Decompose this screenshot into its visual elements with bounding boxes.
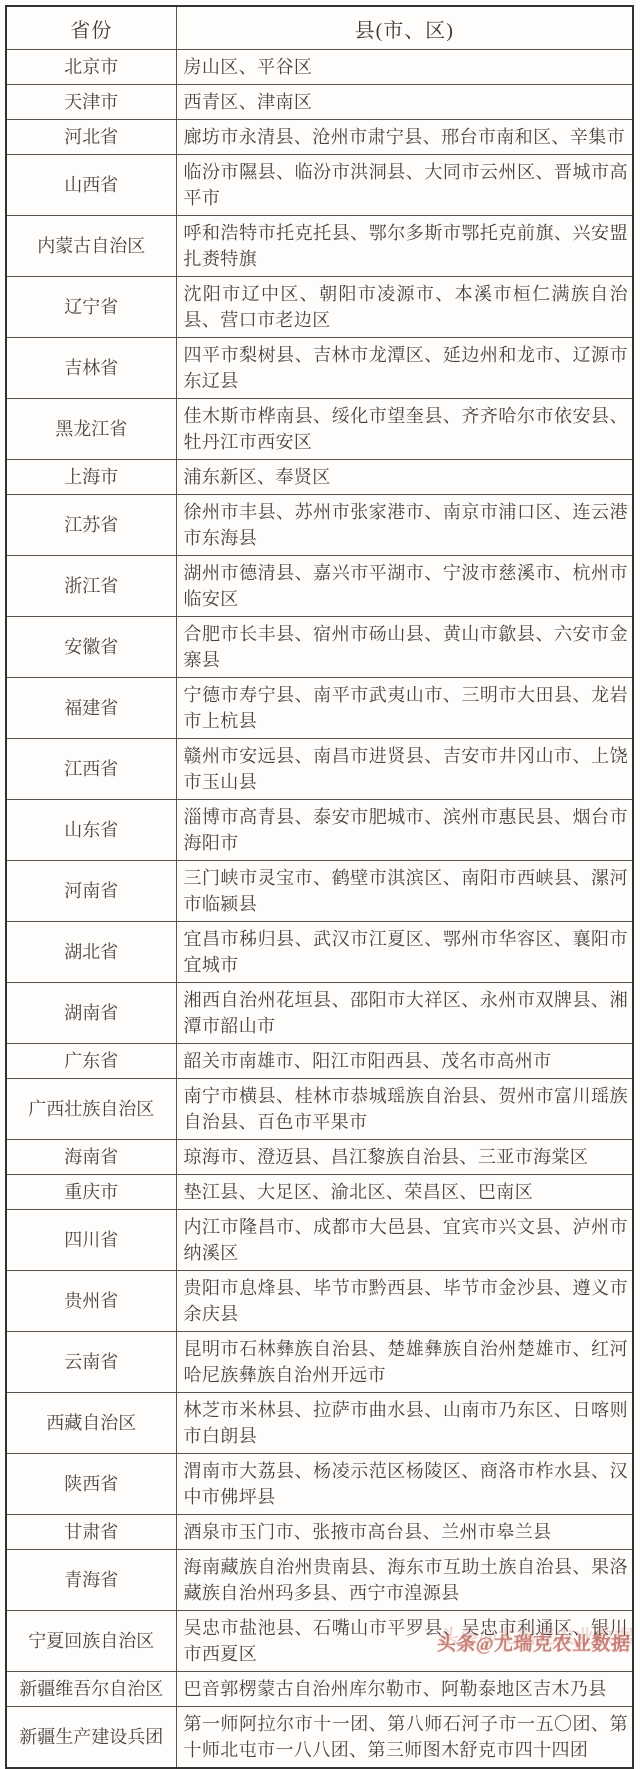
province-cell: 吉林省	[6, 338, 176, 399]
province-cell: 河北省	[6, 120, 176, 155]
province-cell: 江苏省	[6, 495, 176, 556]
counties-cell: 贵阳市息烽县、毕节市黔西县、毕节市金沙县、遵义市余庆县	[176, 1271, 633, 1332]
province-cell: 福建省	[6, 678, 176, 739]
table-row	[6, 1175, 633, 1210]
table-body	[6, 50, 633, 1769]
table-row	[6, 85, 633, 120]
counties-cell: 韶关市南雄市、阳江市阳西县、茂名市高州市	[176, 1044, 633, 1079]
table-row	[6, 1707, 633, 1769]
counties-cell: 沈阳市辽中区、朝阳市凌源市、本溪市桓仁满族自治县、营口市老边区	[176, 277, 633, 338]
table-row	[6, 1393, 633, 1454]
province-cell: 贵州省	[6, 1271, 176, 1332]
table-row	[6, 120, 633, 155]
table-header-row	[6, 6, 633, 50]
counties-cell: 佳木斯市桦南县、绥化市望奎县、齐齐哈尔市依安县、牡丹江市西安区	[176, 399, 633, 460]
watermark-text: 头条@尤瑞克农业数据	[437, 1634, 632, 1655]
province-cell: 江西省	[6, 739, 176, 800]
counties-cell: 淄博市高青县、泰安市肥城市、滨州市惠民县、烟台市海阳市	[176, 800, 633, 861]
table-row	[6, 739, 633, 800]
table-row	[6, 1454, 633, 1515]
counties-cell: 呼和浩特市托克托县、鄂尔多斯市鄂托克前旗、兴安盟扎赉特旗	[176, 216, 633, 277]
province-cell: 北京市	[6, 50, 176, 85]
table-row	[6, 556, 633, 617]
province-cell: 辽宁省	[6, 277, 176, 338]
province-cell: 广东省	[6, 1044, 176, 1079]
table-row	[6, 1140, 633, 1175]
province-cell: 四川省	[6, 1210, 176, 1271]
counties-cell: 南宁市横县、桂林市恭城瑶族自治县、贺州市富川瑶族自治县、百色市平果市	[176, 1079, 633, 1140]
counties-cell: 徐州市丰县、苏州市张家港市、南京市浦口区、连云港市东海县	[176, 495, 633, 556]
province-cell: 新疆维吾尔自治区	[6, 1672, 176, 1707]
table-row	[6, 800, 633, 861]
counties-cell: 三门峡市灵宝市、鹤壁市淇滨区、南阳市西峡县、漯河市临颍县	[176, 861, 633, 922]
table-row	[6, 678, 633, 739]
counties-cell: 昆明市石林彝族自治县、楚雄彝族自治州楚雄市、红河哈尼族彝族自治州开远市	[176, 1332, 633, 1393]
table-row	[6, 155, 633, 216]
counties-cell: 宜昌市秭归县、武汉市江夏区、鄂州市华容区、襄阳市宜城市	[176, 922, 633, 983]
table-row	[6, 399, 633, 460]
counties-cell: 巴音郭楞蒙古自治州库尔勒市、阿勒泰地区吉木乃县	[176, 1672, 633, 1707]
province-cell: 黑龙江省	[6, 399, 176, 460]
table-row	[6, 460, 633, 495]
province-cell: 云南省	[6, 1332, 176, 1393]
table-row	[6, 1550, 633, 1611]
counties-cell: 西青区、津南区	[176, 85, 633, 120]
table-row	[6, 1672, 633, 1707]
counties-cell: 林芝市米林县、拉萨市曲水县、山南市乃东区、日喀则市白朗县	[176, 1393, 633, 1454]
province-cell: 陕西省	[6, 1454, 176, 1515]
table-row	[6, 617, 633, 678]
counties-cell: 海南藏族自治州贵南县、海东市互助土族自治县、果洛藏族自治州玛多县、西宁市湟源县	[176, 1550, 633, 1611]
table-row	[6, 1079, 633, 1140]
counties-cell: 垫江县、大足区、渝北区、荣昌区、巴南区	[176, 1175, 633, 1210]
table-row	[6, 1210, 633, 1271]
table-row	[6, 495, 633, 556]
province-cell: 西藏自治区	[6, 1393, 176, 1454]
table-row	[6, 1611, 633, 1672]
province-cell: 广西壮族自治区	[6, 1079, 176, 1140]
counties-cell: 廊坊市永清县、沧州市肃宁县、邢台市南和区、辛集市	[176, 120, 633, 155]
province-cell: 湖北省	[6, 922, 176, 983]
counties-cell: 渭南市大荔县、杨凌示范区杨陵区、商洛市柞水县、汉中市佛坪县	[176, 1454, 633, 1515]
counties-cell: 合肥市长丰县、宿州市砀山县、黄山市歙县、六安市金寨县	[176, 617, 633, 678]
table-row	[6, 861, 633, 922]
table-row	[6, 277, 633, 338]
province-cell: 河南省	[6, 861, 176, 922]
province-cell: 天津市	[6, 85, 176, 120]
table-row	[6, 338, 633, 399]
counties-cell: 酒泉市玉门市、张掖市高台县、兰州市皋兰县	[176, 1515, 633, 1550]
table-row	[6, 922, 633, 983]
header-county: 县(市、区)	[176, 6, 633, 50]
counties-cell: 房山区、平谷区	[176, 50, 633, 85]
counties-cell: 湖州市德清县、嘉兴市平湖市、宁波市慈溪市、杭州市临安区	[176, 556, 633, 617]
province-cell: 安徽省	[6, 617, 176, 678]
counties-cell: 琼海市、澄迈县、昌江黎族自治县、三亚市海棠区	[176, 1140, 633, 1175]
table-row	[6, 1271, 633, 1332]
province-cell: 山西省	[6, 155, 176, 216]
counties-cell: 临汾市隰县、临汾市洪洞县、大同市云州区、晋城市高平市	[176, 155, 633, 216]
table-row	[6, 983, 633, 1044]
province-cell: 山东省	[6, 800, 176, 861]
province-cell: 上海市	[6, 460, 176, 495]
province-cell: 内蒙古自治区	[6, 216, 176, 277]
province-cell: 浙江省	[6, 556, 176, 617]
province-cell: 重庆市	[6, 1175, 176, 1210]
counties-cell: 第一师阿拉尔市十一团、第八师石河子市一五〇团、第十师北屯市一八八团、第三师图木舒克市四十四团	[176, 1707, 633, 1769]
province-county-table	[5, 5, 634, 1769]
province-cell: 青海省	[6, 1550, 176, 1611]
table-row	[6, 1332, 633, 1393]
table-row	[6, 50, 633, 85]
counties-cell: 四平市梨树县、吉林市龙潭区、延边州和龙市、辽源市东辽县	[176, 338, 633, 399]
table-row	[6, 1044, 633, 1079]
counties-cell: 宁德市寿宁县、南平市武夷山市、三明市大田县、龙岩市上杭县	[176, 678, 633, 739]
province-cell: 海南省	[6, 1140, 176, 1175]
province-cell: 新疆生产建设兵团	[6, 1707, 176, 1769]
counties-cell: 湘西自治州花垣县、邵阳市大祥区、永州市双牌县、湘潭市韶山市	[176, 983, 633, 1044]
header-province: 省份	[6, 6, 176, 50]
province-cell: 湖南省	[6, 983, 176, 1044]
province-cell: 甘肃省	[6, 1515, 176, 1550]
table-row	[6, 1515, 633, 1550]
counties-cell: 吴忠市盐池县、石嘴山市平罗县、吴忠市利通区、银川市西夏区	[176, 1611, 633, 1672]
table-row	[6, 216, 633, 277]
counties-cell: 浦东新区、奉贤区	[176, 460, 633, 495]
counties-cell: 赣州市安远县、南昌市进贤县、吉安市井冈山市、上饶市玉山县	[176, 739, 633, 800]
province-cell: 宁夏回族自治区	[6, 1611, 176, 1672]
counties-cell: 内江市隆昌市、成都市大邑县、宜宾市兴文县、泸州市纳溪区	[176, 1210, 633, 1271]
